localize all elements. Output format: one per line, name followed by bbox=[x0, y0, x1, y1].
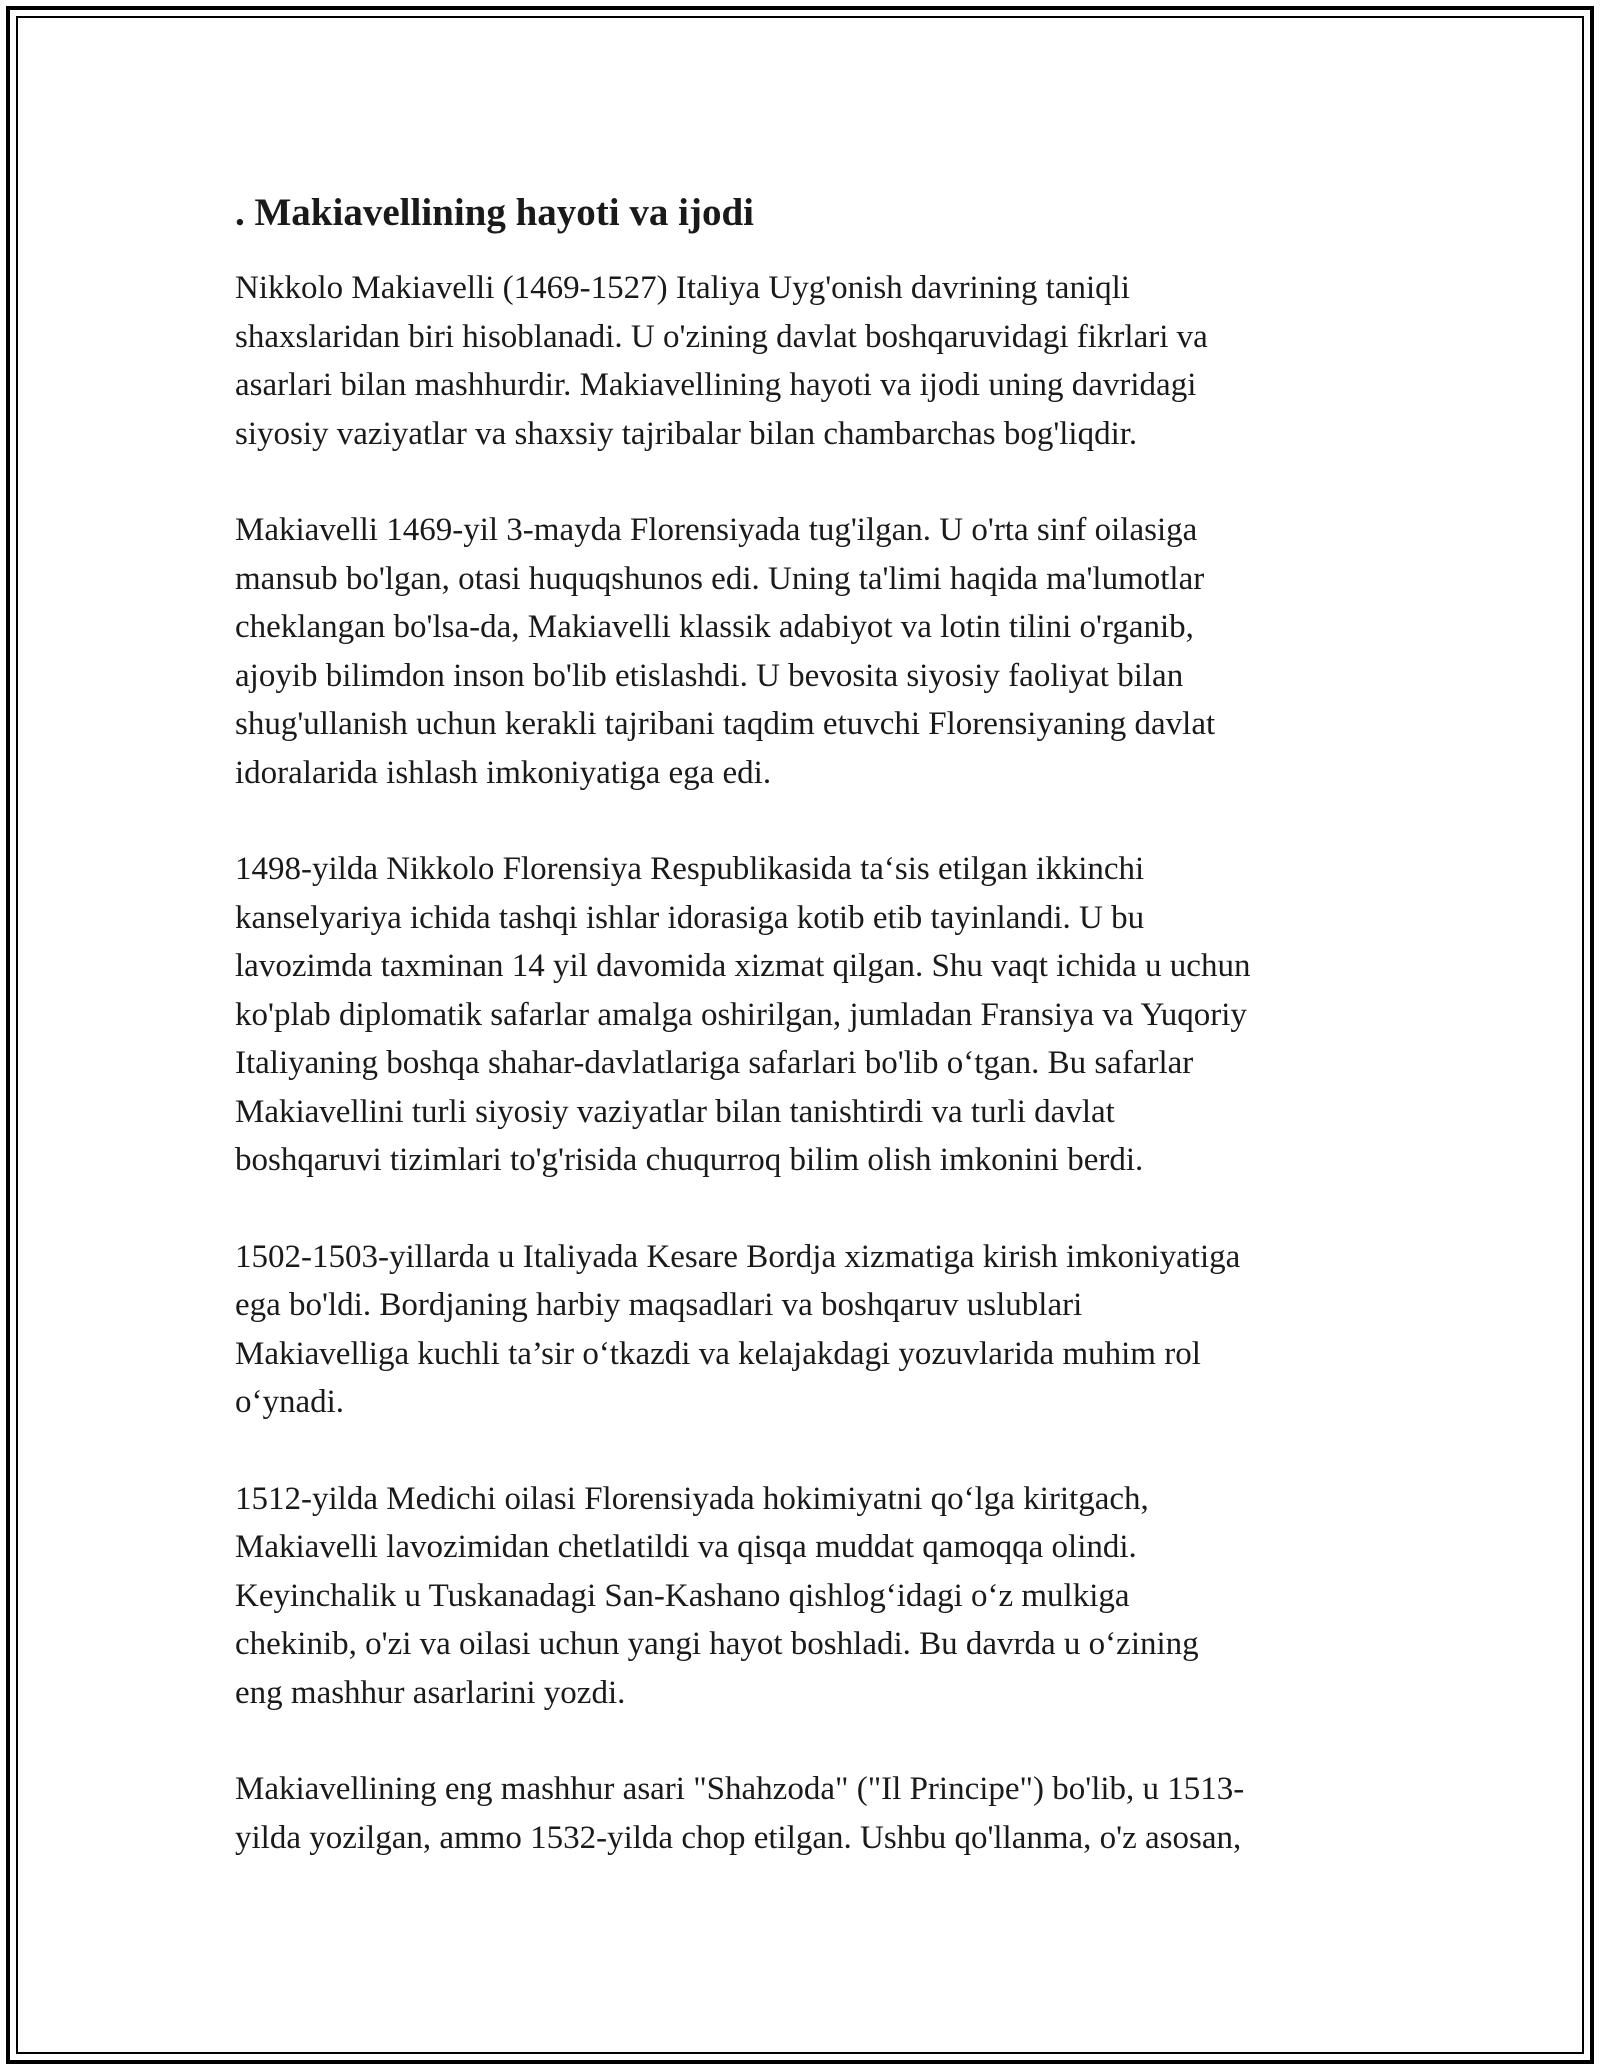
paragraph: 1502-1503-yillarda u Italiyada Kesare Bordja xizmatiga kirish imkoniyatiga ega bo'ldi. Bordjaning harbiy maqsadlari va boshqaruv uslublari Makiavelliga kuchli ta’sir o‘tkazdi va kelajakdagi yozuvlarida muhim rol o‘ynadi. bbox=[235, 1238, 1241, 1420]
paragraph: 1498-yilda Nikkolo Florensiya Respublikasida ta‘sis etilgan ikkinchi kanselyariya ichida tashqi ishlar idorasiga kotib etib tayinlandi. U bu lavozimda taxminan 14 yil davomida xizmat qilgan. Shu vaqt ichida u uchun ko'plab diplomatik safarlar amalga oshirilgan, jumladan Fransiya va Yuqoriy Italiyaning boshqa shahar-davlatlariga safarlari bo'lib o‘tgan. Bu safarlar Makiavellini turli siyosiy vaziyatlar bilan tanishtirdi va turli davlat boshqaruvi tizimlari to'g'risida chuqurroq bilim olish imkonini berdi. bbox=[235, 851, 1251, 1178]
paragraph: Makiavelli 1469-yil 3-mayda Florensiyada tug'ilgan. U o'rta sinf oilasiga mansub bo'lgan, otasi huquqshunos edi. Uning ta'limi haqida ma'lumotlar cheklangan bo'lsa-da, Makiavelli klassik adabiyot va lotin tilini o'rganib, ajoyib bilimdon inson bo'lib etislashdi. U bevosita siyosiy faoliyat bilan shug'ullanish uchun kerakli tajribani taqdim etuvchi Florensiyaning davlat idoralarida ishlash imkoniyatiga ega edi. bbox=[235, 512, 1216, 791]
document-body bbox=[235, 188, 1365, 1910]
paragraph: Nikkolo Makiavelli (1469-1527) Italiya Uyg'onish davrining taniqli shaxslaridan biri hisoblanadi. U o'zining davlat boshqaruvidagi fikrlari va asarlari bilan mashhurdir. Makiavellining hayoti va ijodi uning davridagi siyosiy vaziyatlar va shaxsiy tajribalar bilan chambarchas bog'liqdir. bbox=[235, 270, 1208, 452]
paragraph: 1512-yilda Medichi oilasi Florensiyada hokimiyatni qo‘lga kiritgach, Makiavelli lavozimidan chetlatildi va qisqa muddat qamoqqa olindi. Keyinchalik u Tuskanadagi San-Kashano qishlog‘idagi o‘z mulkiga chekinib, o'zi va oilasi uchun yangi hayot boshladi. Bu davrda u o‘zining eng mashhur asarlarini yozdi. bbox=[235, 1480, 1199, 1711]
document-title: . Makiavellining hayoti va ijodi bbox=[235, 191, 754, 234]
paragraph: Makiavellining eng mashhur asari "Shahzoda" ("Il Principe") bo'lib, u 1513- yilda yozilgan, ammo 1532-yilda chop etilgan. Ushbu qo'llanma, o'z asosan, bbox=[235, 1771, 1245, 1856]
